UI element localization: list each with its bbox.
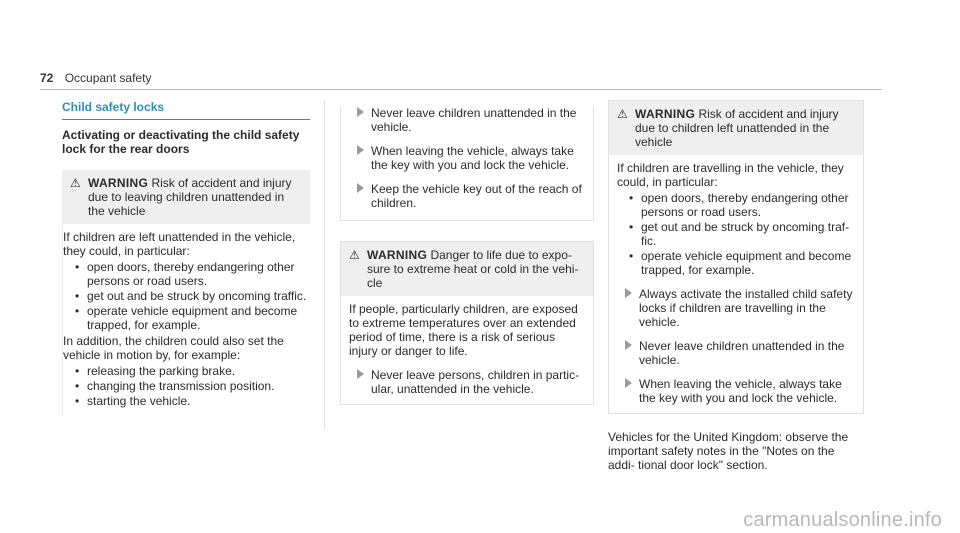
warning-icon: ⚠ (617, 107, 628, 121)
column-3 (608, 100, 864, 472)
warning-text: Risk of accident and injury due to leaving children unattended in the vehicle (88, 176, 292, 218)
warning-label: WARNING (635, 107, 696, 121)
warning-header (341, 242, 593, 296)
list-item: • open doors, thereby endangering other persons or road users. (75, 260, 310, 288)
arrow-icon (357, 369, 364, 379)
bullet-list (63, 364, 310, 408)
list-item: • get out and be struck by oncoming traffic. (75, 289, 310, 303)
step-item: Never leave persons, children in partic- ular, unattended in the vehicle. (349, 368, 585, 396)
list-item: • open doors, thereby endangering other persons or road users. (629, 191, 855, 219)
list-item: • releasing the parking brake. (75, 364, 310, 378)
warning-paragraph: If people, particularly children, are exposed to extreme temperatures over an extended period of time, there is a risk of serious injury or danger to life. (349, 302, 578, 358)
warning-intro: If children are travelling in the vehicle, they could, in particular: (617, 161, 844, 189)
list-item: • operate vehicle equipment and become trapped, for example. (75, 304, 310, 332)
warning-icon: ⚠ (349, 248, 360, 262)
arrow-icon (357, 107, 364, 117)
warning-label: WARNING (367, 248, 428, 262)
list-item: • operate vehicle equipment and become trapped, for example. (629, 249, 855, 277)
warning-box (608, 100, 864, 414)
arrow-icon (357, 145, 364, 155)
warning-text: Danger to life due to expo- sure to extreme heat or cold in the vehi- cle (367, 248, 579, 290)
bullet-list (617, 191, 855, 277)
page-number: 72 (40, 71, 54, 85)
warning-body (609, 155, 863, 413)
warning-addition: In addition, the children could also set the vehicle in motion by, for example: (63, 334, 284, 362)
warning-body (341, 296, 593, 404)
header-divider (40, 89, 882, 90)
warning-box (340, 241, 594, 405)
section-title: Child safety locks (62, 100, 310, 120)
footnote: Vehicles for the United Kingdom: observe the important safety notes in the "Notes on the addi- tional door lock" section. (608, 430, 849, 472)
step-item: Keep the vehicle key out of the reach of children. (349, 182, 585, 210)
section-name: Occupant safety (64, 71, 152, 85)
step-item: When leaving the vehicle, always take the key with you and lock the vehicle. (349, 144, 585, 172)
step-item: Never leave children unattended in the vehicle. (349, 106, 585, 134)
list-item: • starting the vehicle. (75, 394, 310, 408)
warning-label: WARNING (88, 176, 149, 190)
warning-intro: If children are left unattended in the vehicle, they could, in particular: (63, 230, 296, 258)
column-1 (62, 100, 325, 430)
warning-box (62, 170, 310, 416)
list-item: • get out and be struck by oncoming traf- fic. (629, 220, 855, 248)
arrow-icon (625, 340, 632, 350)
page-header (40, 71, 151, 85)
warning-header (62, 170, 310, 224)
list-item: • changing the transmission position. (75, 379, 310, 393)
warning-body (62, 224, 310, 416)
bullet-list (63, 260, 310, 332)
column-2 (340, 100, 594, 405)
warning-text: Risk of accident and injury due to children left unattended in the vehicle (635, 107, 839, 149)
warning-icon: ⚠ (70, 176, 81, 190)
step-item: When leaving the vehicle, always take the key with you and lock the vehicle. (617, 377, 855, 405)
arrow-icon (625, 288, 632, 298)
arrow-icon (625, 378, 632, 388)
subsection-title: Activating or deactivating the child safety lock for the rear doors (62, 128, 300, 156)
step-item: Always activate the installed child safety locks if children are travelling in the vehicle. (617, 287, 855, 329)
arrow-icon (357, 183, 364, 193)
step-item: Never leave children unattended in the vehicle. (617, 339, 855, 367)
watermark: carmanualsonline.info (743, 509, 942, 531)
warning-header (609, 101, 863, 155)
instruction-steps (340, 106, 594, 221)
